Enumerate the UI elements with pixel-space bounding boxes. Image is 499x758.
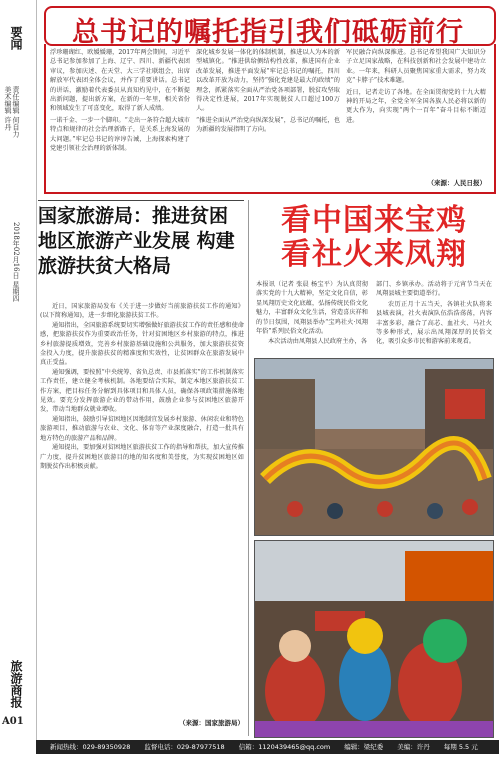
page-number: A01 — [2, 716, 24, 727]
page-footer — [36, 740, 499, 754]
lead-col3-para2: 近日，记者走访了各地。在全面贯彻党的十九大精神的开局之年，全党全军全国各族人民必将以新的更大作为，向实现“两个一百年”奋斗目标不断迈进。 — [346, 88, 486, 124]
headline-title: 总书记的嘱托指引我们砥砺前行 — [72, 17, 464, 48]
tourism-title-box — [38, 204, 244, 300]
footer-price: 每期 5.5 元 — [443, 743, 478, 751]
tourism-para-4: 通知指出，鼓励引导贫困地区因地制宜发展乡村旅游、休闲农业和特色旅游项目，推动旅游与农业、文化、体育等产业深度融合，打造一批具有地方特色的旅游产品和品牌。 — [40, 415, 244, 442]
footer-editor: 编辑：梁纪委 — [344, 743, 384, 751]
festival-title-line-1: 看中国来宝鸡 — [281, 203, 467, 238]
footer-supervise-phone: 监督电话：029-87977518 — [144, 743, 225, 751]
tourism-source: （来源：国家旅游局） — [179, 719, 244, 727]
lead-column-1 — [50, 48, 190, 188]
newspaper-name: 旅游商报 — [9, 660, 23, 708]
dragon-dance-image — [255, 359, 493, 535]
footer-designer: 美编：许丹 — [397, 743, 430, 751]
tourism-top-rule — [38, 200, 244, 201]
tourism-para-3: 通知强调，要按照“中央统筹、省负总责、市县抓落实”的工作机制落实工作责任，建立健全考核机制。各地要结合实际，制定本地区旅游扶贫工作方案，把目标任务分解到具体项目和具体人员，确保各项政策措施落地见效。要充分发挥旅游企业的带动作用，鼓励企业参与贫困地区旅游开发，带动当地群众就业增收。 — [40, 368, 244, 414]
festival-column-2 — [376, 280, 492, 354]
festival-column-1 — [256, 280, 368, 354]
lead-column-3 — [346, 48, 486, 176]
lead-source: （来源：人民日报） — [427, 179, 486, 187]
lead-col2-para: 深化城乡发展一体化的体制机制，推进以人为本的新型城镇化。“推进供给侧结构性改革，推进国有企业改革发展，推进平面发展”牢记总书记的嘱托，四川以改革开放为动力，坚持“强化党建是最大的政绩”的理念，抓紧落实全面从严治党各项部署，脱贫攻坚取得决定性进展，2017年实现脱贫人口超过100万人。 — [196, 49, 340, 113]
festival-col1-para: 本报讯（记者 张晨 杨宝平）为认真贯彻落实党的十九大精神，坚定文化自信，彰显凤翔历史文化底蕴，弘扬传统民俗文化魅力，丰富群众文化生活，营造喜庆祥和的节日氛围，凤翔县举办“宝鸡社火·凤翔年俗”系列民俗文化活动。 — [256, 281, 368, 336]
festival-photo-dragon-dance — [254, 358, 494, 536]
editor-credits: 责任编辑 何自力 美术编辑 许丹 — [4, 86, 20, 138]
lead-column-2 — [196, 48, 340, 188]
tourism-para-2: 通知指出，全国旅游系统要切实增强做好旅游扶贫工作的责任感和使命感，把旅游扶贫作为重要政治任务，针对贫困地区乡村旅游的特点，推进乡村旅游提质增效，完善乡村旅游基础设施和公共服务，加大旅游扶贫资金投入力度，提升旅游扶贫的精准度和实效性，让贫困群众在旅游发展中真正受益。 — [40, 321, 244, 367]
tourism-body — [40, 302, 244, 714]
festival-col2-para: 部门、乡镇承办。活动将于元宵节当天在凤翔县城主要街道举行。 — [376, 281, 492, 298]
lead-col2-para2: “推进全面从严治党向纵深发展”，总书记的嘱托，也为新疆的发展指明了方向。 — [196, 116, 340, 134]
tourism-para-5: 通知提出，要加强对贫困地区旅游扶贫工作的指导和帮扶，加大宣传推广力度，提升贫困地区旅游目的地的知名度和美誉度，为实现贫困地区如期脱贫作出积极贡献。 — [40, 444, 244, 470]
festival-title — [254, 204, 494, 272]
issue-date: 2018年02月16日 星期四 — [12, 222, 20, 302]
festival-col1-para2: 本次活动由凤翔县人民政府主办，各 — [268, 338, 367, 346]
tourism-title: 国家旅游局：推进贫困地区旅游产业发展 构建旅游扶贫大格局 — [38, 205, 235, 277]
lead-col3-para: 军民融合向纵深推进。总书记希望我国广大知识分子立足国家战略，在科技创新和社会发展中建功立业。一年来，科研人员聚焦国家重大需求，努力攻克“卡脖子”技术难题。 — [346, 49, 486, 85]
footer-email: 信箱：1120439465@qq.com — [238, 743, 331, 751]
festival-title-line-2: 看社火来凤翔 — [281, 237, 467, 272]
lead-col1-para2: 一诺千金、一步一个脚印。“走出一条符合超大城市特点和规律的社会治理新路子，是关系上海发展的大问题。”牢记总书记的谆谆告诫，上海探索构建了党建引领社会治理的新体制。 — [50, 116, 190, 153]
column-divider — [248, 200, 249, 736]
section-label: 要闻 — [9, 26, 23, 50]
parade-image — [255, 541, 493, 737]
festival-col2-para2: 农历正月十五当天，各镇社火队将来县城表演，社火表演队伍浩浩荡荡，内容丰富多彩，融合了高芯、血社火、马社火等多种形式，展示出凤翔深厚的民俗文化，吸引众多市民和游客前来观看。 — [376, 300, 492, 346]
lead-col1-para: 浮珍珊瑚红、欧媛媛珊，2017年两会期间，习近平总书记参加参加了上海、辽宁、四川、新疆代表团审议，参加庆述、在天堂、大三学社联组会，出席解放军代表团全体会议，并作了重要讲话。总书记的讲话，激励着代表委员从真知灼见中，在不断提出新问题，提出新方案，在新的一年里，相关省份和领域发生了可喜变化，取得了新人成绩。 — [50, 49, 190, 113]
footer-hotline: 新闻热线：029-89350928 — [50, 743, 131, 751]
tourism-para-1: 近日，国家旅游局发布《关于进一步做好当前旅游扶贫工作的通知》(以下简称通知)，进一步细化旅游扶贫工作。 — [40, 303, 244, 320]
festival-photo-parade — [254, 540, 494, 738]
